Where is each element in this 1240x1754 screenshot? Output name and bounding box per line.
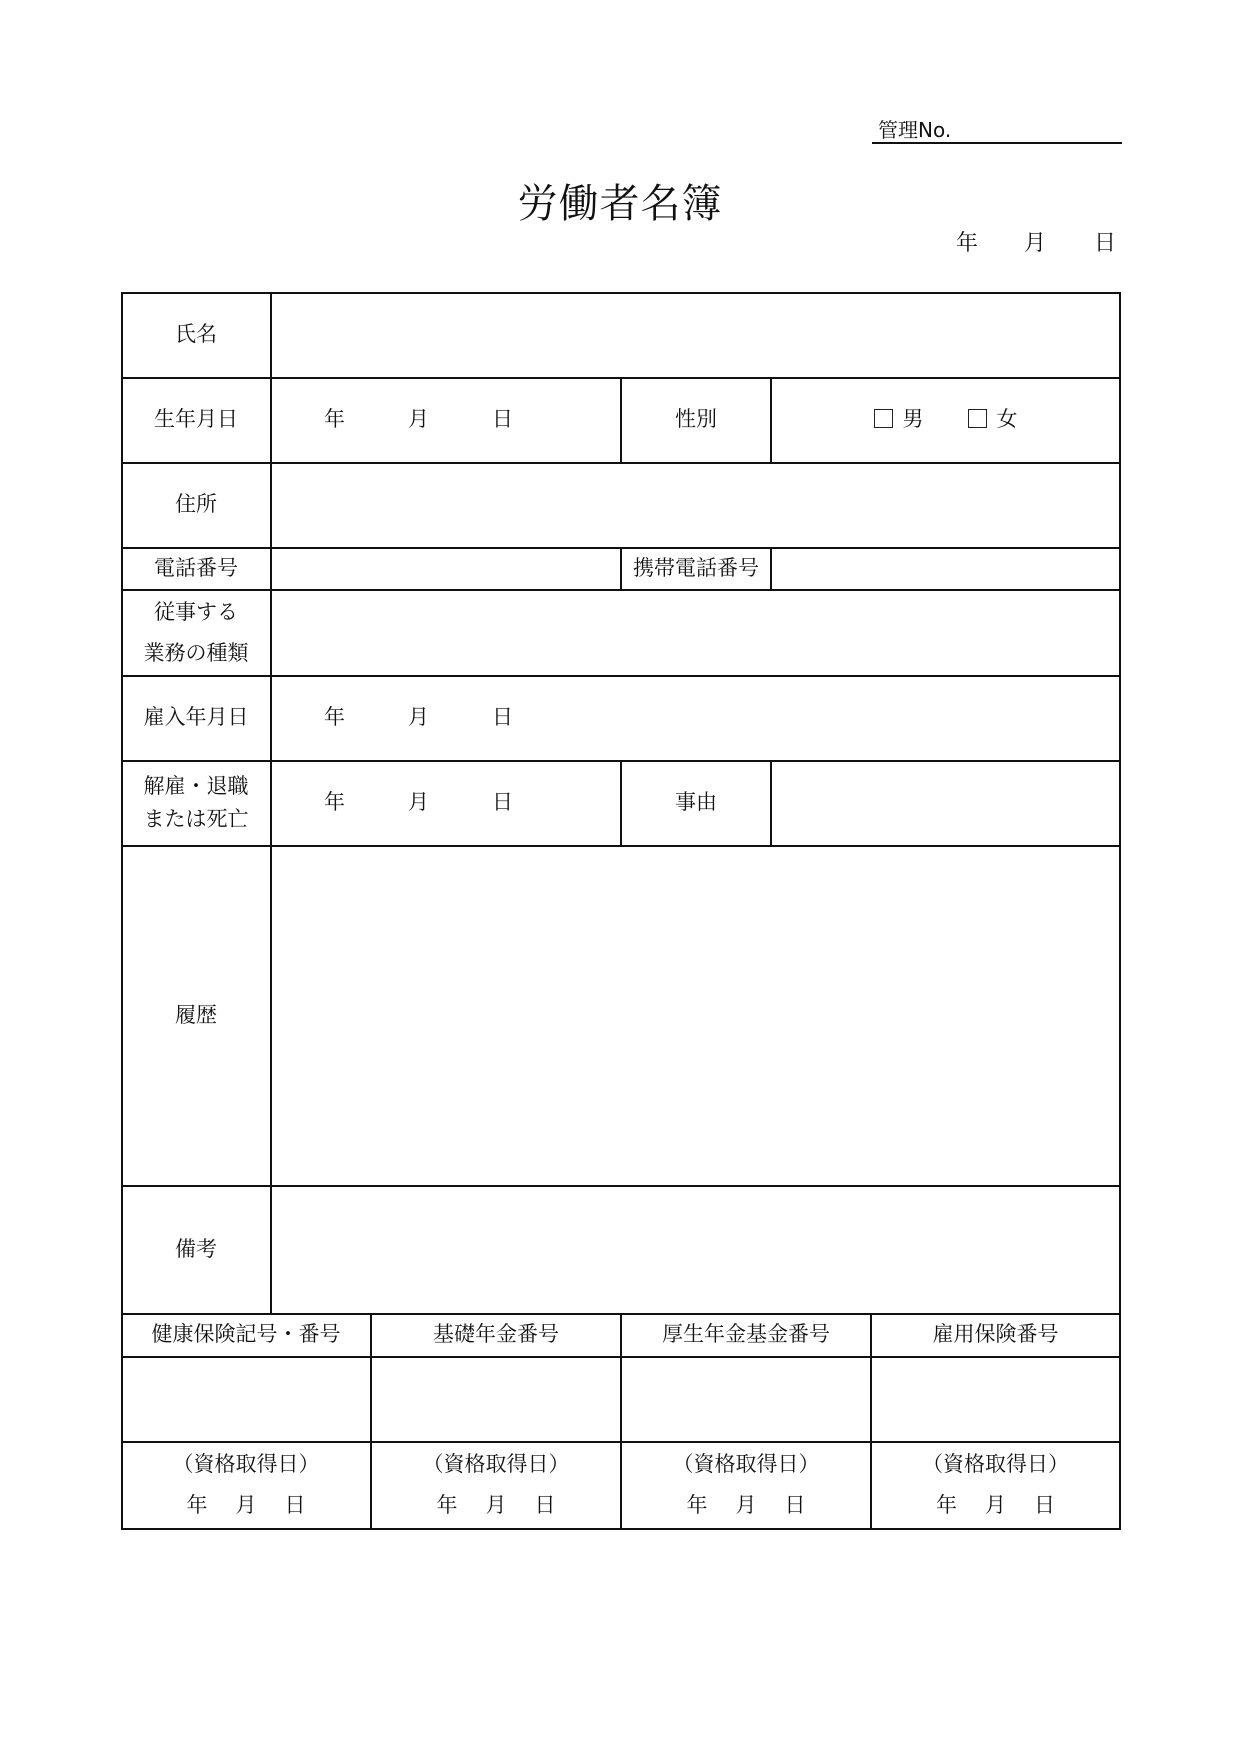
history-field[interactable] <box>272 846 1119 1185</box>
header-date-year: 年 <box>956 231 979 256</box>
leave-label <box>122 761 270 845</box>
pension-fund-acquired-date[interactable] <box>622 1442 870 1528</box>
header-date-month: 月 <box>1024 231 1047 256</box>
day-unit: 日 <box>784 1493 806 1517</box>
acquired-date-ymd <box>187 1485 306 1526</box>
employment-insurance-header: 雇用保険番号 <box>932 1322 1059 1347</box>
leave-day-unit: 日 <box>492 790 513 815</box>
hire-date-label: 雇入年月日 <box>143 705 249 730</box>
acquired-date-ymd <box>936 1485 1055 1526</box>
checkbox-icon[interactable] <box>874 409 893 428</box>
table-border-right <box>1119 292 1121 1530</box>
reason-label: 事由 <box>675 790 717 815</box>
leave-label-line2: または死亡 <box>143 807 249 831</box>
month-unit: 月 <box>235 1493 257 1517</box>
gender-female-label: 女 <box>996 407 1018 432</box>
leave-date-field[interactable] <box>272 761 620 845</box>
mobile-label: 携帯電話番号 <box>633 555 759 580</box>
reason-field[interactable] <box>772 761 1119 845</box>
birth-day-unit: 日 <box>492 407 513 432</box>
month-unit: 月 <box>485 1493 507 1517</box>
checkbox-icon[interactable] <box>968 409 987 428</box>
history-label: 履歴 <box>175 1002 217 1027</box>
acquired-date-label: （資格取得日） <box>922 1452 1069 1477</box>
basic-pension-header: 基礎年金番号 <box>433 1322 559 1347</box>
name-field[interactable] <box>272 293 1119 377</box>
leave-month-unit: 月 <box>408 790 429 815</box>
phone-field[interactable] <box>272 548 620 589</box>
acquired-date-ymd <box>687 1485 806 1526</box>
job-type-field[interactable] <box>272 590 1119 675</box>
employment-insurance-acquired-date[interactable] <box>872 1442 1119 1528</box>
pension-fund-number-field[interactable] <box>622 1357 870 1441</box>
birth-year-unit: 年 <box>324 407 345 432</box>
health-insurance-number-field[interactable] <box>122 1357 370 1441</box>
day-unit: 日 <box>1034 1493 1055 1517</box>
birth-date-field[interactable] <box>272 378 620 462</box>
year-unit: 年 <box>936 1493 957 1517</box>
job-type-label-line1: 従事する <box>154 599 238 624</box>
day-unit: 日 <box>534 1493 556 1517</box>
year-unit: 年 <box>686 1493 708 1517</box>
basic-pension-acquired-date[interactable] <box>372 1442 620 1528</box>
month-unit: 月 <box>735 1493 757 1517</box>
mobile-field[interactable] <box>772 548 1119 589</box>
day-unit: 日 <box>284 1493 306 1517</box>
pension-fund-header: 厚生年金基金番号 <box>662 1322 830 1347</box>
gender-female-option[interactable] <box>968 403 1018 437</box>
remarks-label: 備考 <box>175 1236 217 1261</box>
job-type-label <box>122 590 270 675</box>
leave-label-line1: 解雇・退職 <box>143 774 249 799</box>
gender-male-option[interactable] <box>874 403 924 437</box>
page-title: 労働者名簿 <box>517 181 723 227</box>
hire-date-field[interactable] <box>272 676 1119 760</box>
header-date-day: 日 <box>1094 231 1117 256</box>
hire-month-unit: 月 <box>408 705 429 730</box>
year-unit: 年 <box>436 1493 458 1517</box>
employment-insurance-number-field[interactable] <box>872 1357 1119 1441</box>
name-label: 氏名 <box>175 322 217 347</box>
phone-label: 電話番号 <box>154 555 238 580</box>
health-insurance-header: 健康保険記号・番号 <box>151 1322 341 1347</box>
gender-male-label: 男 <box>902 407 924 432</box>
acquired-date-ymd <box>437 1485 556 1526</box>
address-label: 住所 <box>175 492 217 517</box>
health-insurance-acquired-date[interactable] <box>122 1442 370 1528</box>
basic-pension-number-field[interactable] <box>372 1357 620 1441</box>
year-unit: 年 <box>186 1493 208 1517</box>
gender-options <box>772 378 1119 462</box>
leave-year-unit: 年 <box>324 790 345 815</box>
acquired-date-label: （資格取得日） <box>422 1452 570 1477</box>
management-number-label: 管理No. <box>878 118 952 142</box>
birth-date-label: 生年月日 <box>154 407 238 432</box>
acquired-date-label: （資格取得日） <box>672 1452 820 1477</box>
address-field[interactable] <box>272 463 1119 547</box>
remarks-field[interactable] <box>272 1186 1119 1313</box>
birth-month-unit: 月 <box>408 407 429 432</box>
job-type-label-line2: 業務の種類 <box>143 640 249 665</box>
month-unit: 月 <box>985 1493 1006 1517</box>
hire-year-unit: 年 <box>324 705 345 730</box>
hire-day-unit: 日 <box>492 705 513 730</box>
acquired-date-label: （資格取得日） <box>172 1452 320 1477</box>
gender-label: 性別 <box>675 407 717 432</box>
